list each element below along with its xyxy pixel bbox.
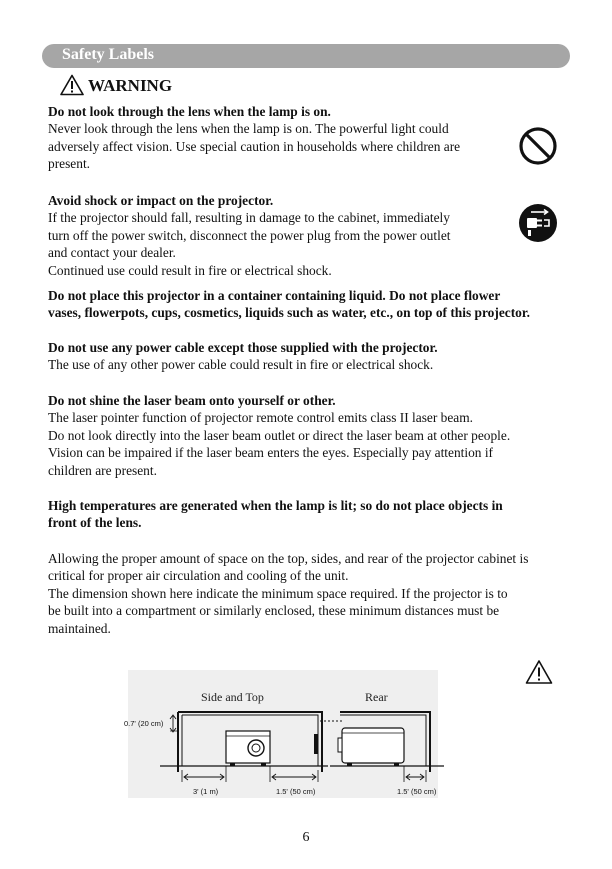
rear-caption: Rear: [365, 690, 388, 704]
section-heading: Do not look through the lens when the lamp is on.: [48, 104, 331, 119]
section-heading: Do not use any power cable except those supplied with the projector.: [48, 340, 438, 355]
caution-triangle-icon: [525, 659, 553, 685]
body-line: Vision can be impaired if the laser beam enters the eyes. Especially pay attention if: [48, 445, 494, 461]
body-line: Continued use could result in fire or electrical shock.: [48, 262, 332, 278]
dim-front-label: 3' (1 m): [193, 787, 219, 796]
section-heading: Do not shine the laser beam onto yourself or other.: [48, 393, 336, 408]
section-heading-line: High temperatures are generated when the lamp is lit; so do not place objects in: [48, 498, 503, 513]
body-line: The use of any other power cable could result in fire or electrical shock.: [48, 357, 434, 373]
body-line: and contact your dealer.: [48, 245, 176, 261]
section-heat: [48, 497, 503, 532]
section-heading-line: vases, flowerpots, cups, cosmetics, liquids such as water, etc., on top of this projector.: [48, 305, 530, 321]
body-line: present.: [48, 156, 91, 172]
section-title: Safety Labels: [62, 46, 154, 63]
section-liquid: [48, 287, 530, 322]
section-banner: [42, 44, 570, 68]
section-heading-line: front of the lens.: [48, 515, 142, 531]
section-heading: Avoid shock or impact on the projector.: [48, 193, 274, 208]
side-top-caption: Side and Top: [201, 690, 264, 704]
section-heading-line: Do not place this projector in a container containing liquid. Do not place flower: [48, 288, 501, 303]
body-line: The dimension shown here indicate the minimum space required. If the projector is to: [48, 585, 508, 601]
dim-rear-label: 1.5' (50 cm): [397, 787, 437, 796]
prohibition-icon: [518, 126, 558, 166]
body-line: Do not look directly into the laser beam outlet or direct the laser beam at other people.: [48, 427, 511, 443]
section-shock: [48, 192, 450, 279]
page-number: 6: [302, 830, 310, 845]
body-line: Allowing the proper amount of space on the top, sides, and rear of the projector cabinet is: [48, 551, 529, 566]
body-line: turn off the power switch, disconnect the power plug from the power outlet: [48, 227, 451, 243]
clearance-drawing: [120, 700, 450, 800]
section-lens: [48, 103, 460, 173]
dim-top-label: 0.7' (20 cm): [124, 719, 164, 728]
section-laser: [48, 392, 510, 479]
body-line: If the projector should fall, resulting in damage to the cabinet, immediately: [48, 210, 450, 226]
body-line: maintained.: [48, 620, 111, 636]
body-line: adversely affect vision. Use special caution in households where children are: [48, 138, 461, 154]
body-line: children are present.: [48, 462, 157, 478]
section-space: [48, 550, 528, 637]
warning-triangle-icon: [60, 74, 84, 96]
body-line: The laser pointer function of projector remote control emits class II laser beam.: [48, 410, 473, 426]
section-cable: [48, 339, 438, 374]
unplug-icon: [518, 203, 558, 243]
body-line: be built into a compartment or similarly enclosed, these minimum distances must be: [48, 603, 500, 619]
warning-label: WARNING: [88, 76, 173, 95]
body-line: critical for proper air circulation and cooling of the unit.: [48, 568, 349, 584]
dim-side-label: 1.5' (50 cm): [276, 787, 316, 796]
body-line: Never look through the lens when the lamp is on. The powerful light could: [48, 121, 449, 137]
